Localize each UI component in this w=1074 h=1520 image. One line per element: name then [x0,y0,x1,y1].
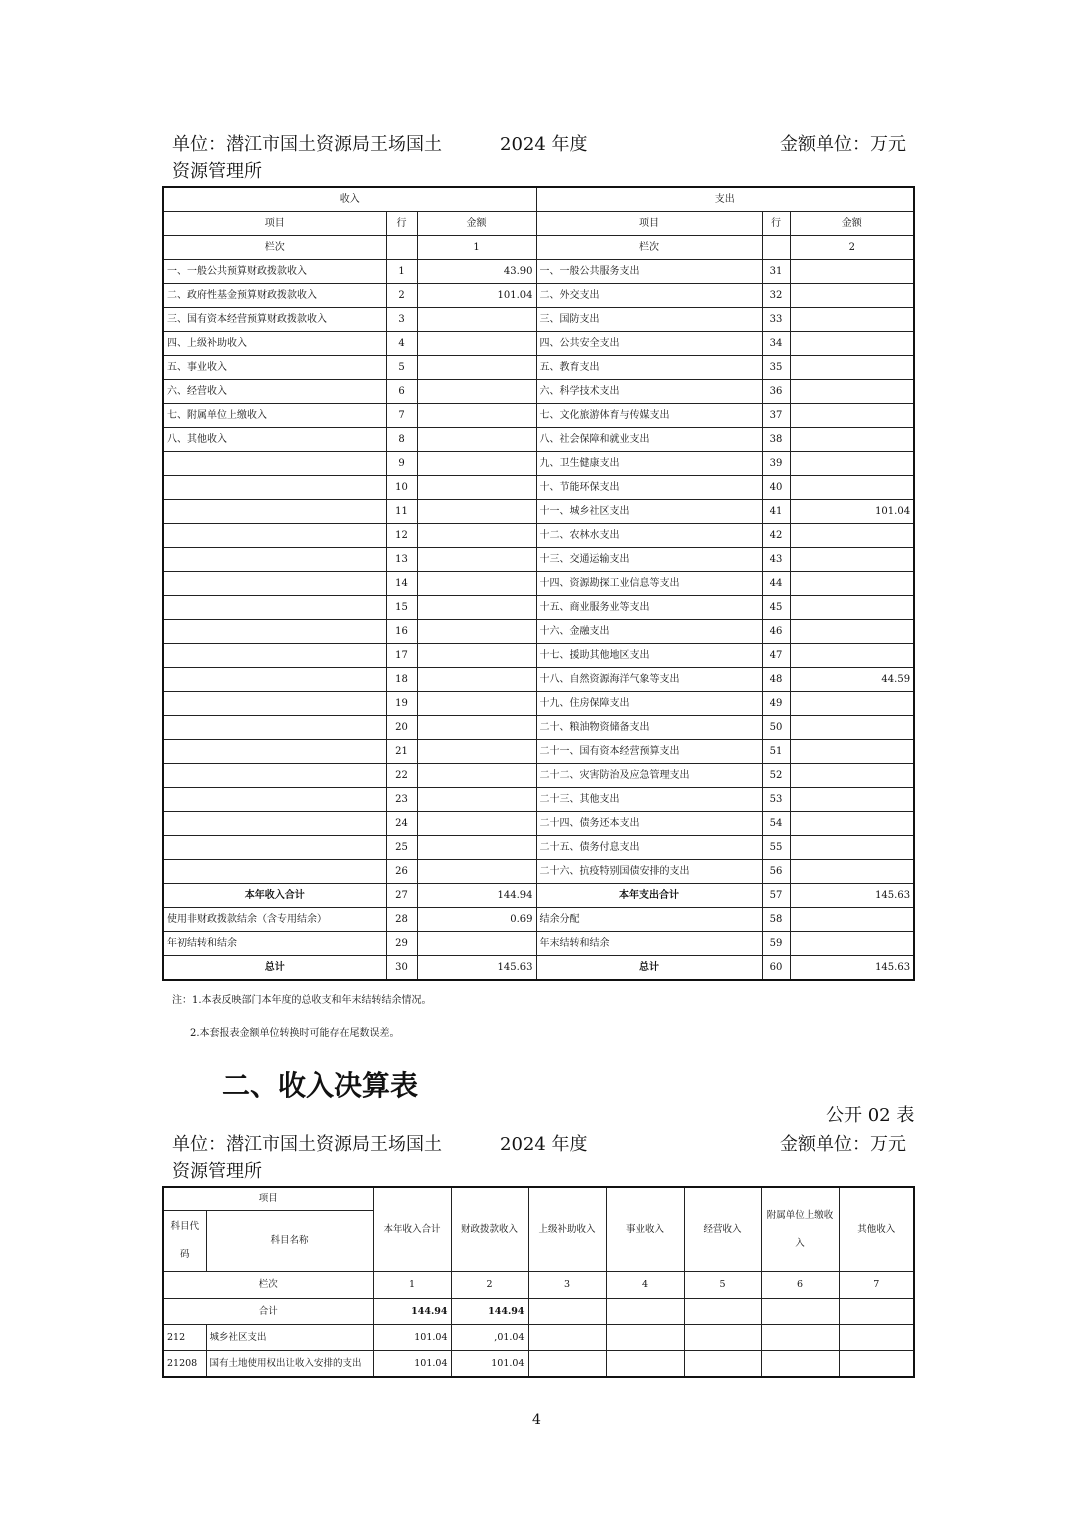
expense-amount [790,452,914,476]
expense-amount [790,812,914,836]
income-item: 年初结转和结余 [163,932,386,956]
income-line: 17 [386,644,417,668]
row-value [839,1325,914,1351]
expense-amount: 101.04 [790,500,914,524]
total-value: 144.94 [373,1299,451,1325]
header-col: 财政拨款收入 [451,1187,528,1272]
table-row [163,404,914,428]
expense-amount [790,644,914,668]
expense-amount [790,308,914,332]
table-row [163,428,914,452]
row-value [606,1351,684,1378]
table-row [163,476,914,500]
table-row [163,380,914,404]
expense-line: 55 [762,836,790,860]
income-item: 使用非财政拨款结余（含专用结余） [163,908,386,932]
table-row [163,1351,914,1378]
income-amount: 144.94 [417,884,536,908]
expense-line: 56 [762,860,790,884]
expense-item: 总计 [536,956,762,981]
income-item [163,452,386,476]
income-item: 七、附属单位上缴收入 [163,404,386,428]
expense-amount [790,476,914,500]
unit-label-cont: 资源管理所 [172,1161,262,1182]
expense-line: 48 [762,668,790,692]
expense-item: 十八、自然资源海洋气象等支出 [536,668,762,692]
income-amount [417,476,536,500]
income-line: 12 [386,524,417,548]
income-line: 18 [386,668,417,692]
expense-line: 50 [762,716,790,740]
expense-amount [790,788,914,812]
expense-item: 十二、农林水支出 [536,524,762,548]
expense-amount [790,932,914,956]
expense-line: 33 [762,308,790,332]
section-title: 二、收入决算表 [222,1069,419,1102]
col-amount: 金额 [790,212,914,236]
subject-name: 国有土地使用权出让收入安排的支出 [206,1351,373,1378]
table-row [163,620,914,644]
header-code: 科目代码 [163,1211,206,1272]
income-amount [417,452,536,476]
expense-line: 60 [762,956,790,981]
expense-amount [790,860,914,884]
table-row [163,1325,914,1351]
header-name: 科目名称 [206,1211,373,1272]
index-value: 7 [839,1272,914,1299]
income-amount: 101.04 [417,284,536,308]
row-value [761,1325,839,1351]
income-amount [417,692,536,716]
income-line: 27 [386,884,417,908]
income-amount [417,428,536,452]
col-item: 项目 [536,212,762,236]
income-item [163,668,386,692]
index-value: 3 [528,1272,606,1299]
income-line: 22 [386,764,417,788]
row-value [684,1351,761,1378]
income-line: 14 [386,572,417,596]
expense-line: 57 [762,884,790,908]
income-line: 6 [386,380,417,404]
index-value: 4 [606,1272,684,1299]
income-amount [417,836,536,860]
expense-item: 八、社会保障和就业支出 [536,428,762,452]
money-unit-label: 金额单位：万元 [780,1134,906,1155]
table-row [163,860,914,884]
income-amount [417,524,536,548]
expense-line: 47 [762,644,790,668]
expense-amount [790,356,914,380]
expense-item: 一、一般公共服务支出 [536,260,762,284]
unit-label-cont: 资源管理所 [172,161,262,182]
income-line: 2 [386,284,417,308]
row-value [684,1325,761,1351]
col-line: 行 [386,212,417,236]
expense-line: 49 [762,692,790,716]
index-value: 2 [451,1272,528,1299]
income-line: 10 [386,476,417,500]
expense-item: 十、节能环保支出 [536,476,762,500]
subject-name: 城乡社区支出 [206,1325,373,1351]
note-2: 2.本套报表金额单位转换时可能存在尾数误差。 [190,1028,400,1039]
expense-line: 34 [762,332,790,356]
income-line: 11 [386,500,417,524]
table-row [163,836,914,860]
expense-item: 十七、援助其他地区支出 [536,644,762,668]
col-amount: 金额 [417,212,536,236]
header-col: 事业收入 [606,1187,684,1272]
subject-code: 212 [163,1325,206,1351]
income-line: 26 [386,860,417,884]
table-row [163,356,914,380]
note-1: 注：1.本表反映部门本年度的总收支和年末结转结余情况。 [172,995,432,1006]
income-amount [417,764,536,788]
col-line: 行 [762,212,790,236]
table-row [163,644,914,668]
income-item [163,860,386,884]
income-item [163,596,386,620]
row-value [606,1325,684,1351]
expense-line: 53 [762,788,790,812]
table-row [163,668,914,692]
income-line: 3 [386,308,417,332]
expense-line: 40 [762,476,790,500]
expense-item: 九、卫生健康支出 [536,452,762,476]
table-row [163,260,914,284]
expense-item: 十六、金融支出 [536,620,762,644]
expense-amount: 44.59 [790,668,914,692]
expense-item: 结余分配 [536,908,762,932]
row-value [839,1351,914,1378]
income-item: 四、上级补助收入 [163,332,386,356]
income-item [163,716,386,740]
income-line: 30 [386,956,417,981]
expense-item: 二十六、抗疫特别国债安排的支出 [536,860,762,884]
expense-amount [790,380,914,404]
income-line: 7 [386,404,417,428]
table-row [163,788,914,812]
expense-item: 六、科学技术支出 [536,380,762,404]
expense-line: 43 [762,548,790,572]
col-index-label: 栏次 [536,236,762,260]
income-statement-table [162,1186,915,1378]
expense-amount [790,836,914,860]
header-col: 上级补助收入 [528,1187,606,1272]
header-col: 本年收入合计 [373,1187,451,1272]
expense-line: 51 [762,740,790,764]
expense-line: 36 [762,380,790,404]
total-value [761,1299,839,1325]
income-amount [417,380,536,404]
income-item: 五、事业收入 [163,356,386,380]
income-amount [417,668,536,692]
header-col: 附属单位上缴收入 [761,1187,839,1272]
income-line: 15 [386,596,417,620]
expense-amount: 145.63 [790,956,914,981]
expense-item: 十四、资源勘探工业信息等支出 [536,572,762,596]
income-amount [417,812,536,836]
income-amount [417,788,536,812]
income-item: 二、政府性基金预算财政拨款收入 [163,284,386,308]
expense-item: 二十、粮油物资储备支出 [536,716,762,740]
table-row [163,524,914,548]
income-item: 三、国有资本经营预算财政拨款收入 [163,308,386,332]
income-amount [417,572,536,596]
expense-amount [790,260,914,284]
expense-line: 41 [762,500,790,524]
income-header: 收入 [163,187,536,212]
expense-item: 五、教育支出 [536,356,762,380]
table-row [163,500,914,524]
expense-line: 38 [762,428,790,452]
table-row [163,596,914,620]
expense-item: 二十五、债务付息支出 [536,836,762,860]
expense-line: 35 [762,356,790,380]
income-item [163,476,386,500]
expense-line: 46 [762,620,790,644]
expense-item: 十三、交通运输支出 [536,548,762,572]
income-item: 总计 [163,956,386,981]
income-item [163,620,386,644]
expense-amount [790,572,914,596]
income-item: 一、一般公共预算财政拨款收入 [163,260,386,284]
expense-amount [790,620,914,644]
expense-item: 十一、城乡社区支出 [536,500,762,524]
expense-item: 十五、商业服务业等支出 [536,596,762,620]
expense-amount [790,332,914,356]
expense-line: 39 [762,452,790,476]
total-value [528,1299,606,1325]
expense-item: 二十二、灾害防治及应急管理支出 [536,764,762,788]
income-line: 4 [386,332,417,356]
expense-amount [790,548,914,572]
income-line: 8 [386,428,417,452]
expense-line: 37 [762,404,790,428]
income-amount [417,500,536,524]
expense-amount [790,692,914,716]
expense-item: 七、文化旅游体育与传媒支出 [536,404,762,428]
year-label: 2024 年度 [500,1134,588,1155]
income-amount: 145.63 [417,956,536,981]
expense-line: 44 [762,572,790,596]
expense-header: 支出 [536,187,914,212]
income-amount [417,548,536,572]
income-amount [417,716,536,740]
header-col: 其他收入 [839,1187,914,1272]
expense-amount [790,716,914,740]
expense-line: 58 [762,908,790,932]
total-value: 144.94 [451,1299,528,1325]
income-line: 29 [386,932,417,956]
total-value [839,1299,914,1325]
header-item: 项目 [163,1187,373,1211]
unit-label: 单位：潜江市国土资源局王场国土 [172,1134,442,1155]
total-row [163,1299,914,1325]
income-amount: 0.69 [417,908,536,932]
income-amount [417,932,536,956]
row-value [528,1351,606,1378]
income-amount [417,404,536,428]
income-amount [417,356,536,380]
income-line: 16 [386,620,417,644]
expense-item: 二、外交支出 [536,284,762,308]
income-amount [417,332,536,356]
expense-amount [790,428,914,452]
expense-item: 十九、住房保障支出 [536,692,762,716]
expense-amount [790,764,914,788]
table-row [163,572,914,596]
income-line: 20 [386,716,417,740]
total-value [684,1299,761,1325]
income-line: 1 [386,260,417,284]
income-line: 13 [386,548,417,572]
table-row [163,692,914,716]
expense-item: 四、公共安全支出 [536,332,762,356]
income-amount [417,644,536,668]
index-value: 6 [761,1272,839,1299]
header-col: 经营收入 [684,1187,761,1272]
income-line: 24 [386,812,417,836]
expense-amount [790,740,914,764]
col-index-1: 1 [417,236,536,260]
income-line: 25 [386,836,417,860]
table-row [163,908,914,932]
index-value: 5 [684,1272,761,1299]
income-item [163,788,386,812]
total-label: 合计 [163,1299,373,1325]
income-item [163,644,386,668]
money-unit-label: 金额单位：万元 [780,134,906,155]
index-row [163,1272,914,1299]
expense-line: 54 [762,812,790,836]
table-row [163,812,914,836]
expense-line: 59 [762,932,790,956]
table-row [163,548,914,572]
subject-code: 21208 [163,1351,206,1378]
index-value: 1 [373,1272,451,1299]
expense-item: 本年支出合计 [536,884,762,908]
expense-item: 二十三、其他支出 [536,788,762,812]
row-value [528,1325,606,1351]
table-row [163,332,914,356]
expense-line: 52 [762,764,790,788]
table-row [163,884,914,908]
table-row [163,308,914,332]
row-value: 101.04 [373,1325,451,1351]
income-item: 六、经营收入 [163,380,386,404]
page-number: 4 [532,1412,541,1428]
expense-amount [790,908,914,932]
empty-cell [762,236,790,260]
total-value [606,1299,684,1325]
table-row [163,956,914,981]
expense-item: 二十一、国有资本经营预算支出 [536,740,762,764]
income-item [163,500,386,524]
table-row [163,740,914,764]
expense-item: 三、国防支出 [536,308,762,332]
income-item [163,524,386,548]
expense-amount [790,524,914,548]
expense-line: 45 [762,596,790,620]
income-item [163,836,386,860]
expense-amount: 145.63 [790,884,914,908]
table-row [163,716,914,740]
year-label: 2024 年度 [500,134,588,155]
income-item: 八、其他收入 [163,428,386,452]
expense-line: 31 [762,260,790,284]
income-item [163,740,386,764]
empty-cell [386,236,417,260]
table-row [163,284,914,308]
income-expense-table [162,186,915,981]
expense-item: 年末结转和结余 [536,932,762,956]
row-value: ,01.04 [451,1325,528,1351]
expense-item: 二十四、债务还本支出 [536,812,762,836]
income-amount: 43.90 [417,260,536,284]
income-amount [417,620,536,644]
row-value: 101.04 [451,1351,528,1378]
expense-amount [790,596,914,620]
table-row [163,932,914,956]
income-line: 23 [386,788,417,812]
table-row [163,764,914,788]
table-row [163,452,914,476]
income-line: 21 [386,740,417,764]
income-item [163,812,386,836]
income-item: 本年收入合计 [163,884,386,908]
income-item [163,692,386,716]
expense-amount [790,404,914,428]
income-amount [417,308,536,332]
income-item [163,764,386,788]
expense-amount [790,284,914,308]
row-value: 101.04 [373,1351,451,1378]
income-line: 28 [386,908,417,932]
income-line: 19 [386,692,417,716]
income-amount [417,860,536,884]
income-item [163,548,386,572]
unit-label: 单位：潜江市国土资源局王场国土 [172,134,442,155]
income-line: 9 [386,452,417,476]
income-line: 5 [386,356,417,380]
col-index-2: 2 [790,236,914,260]
index-label: 栏次 [163,1272,373,1299]
income-item [163,572,386,596]
col-item: 项目 [163,212,386,236]
expense-line: 32 [762,284,790,308]
table-code: 公开 02 表 [826,1105,915,1126]
expense-line: 42 [762,524,790,548]
income-amount [417,740,536,764]
col-index-label: 栏次 [163,236,386,260]
income-amount [417,596,536,620]
row-value [761,1351,839,1378]
